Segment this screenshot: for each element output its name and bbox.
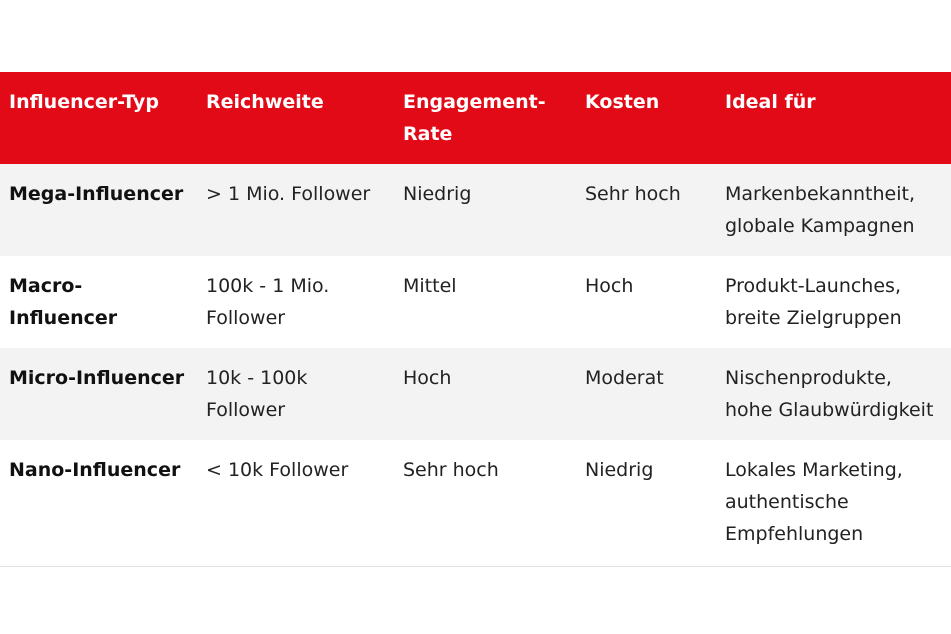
cell-influencer-type: Nano-Influencer [9, 459, 181, 481]
cell-reach: < 10k Follower [206, 459, 349, 481]
table-row-micro [0, 348, 951, 440]
table-body [0, 164, 951, 566]
cell-reach: 100k - 1 Mio. Follower [206, 275, 330, 329]
header-engagement-rate: Engagement-Rate [403, 91, 546, 145]
header-ideal-for: Ideal für [725, 91, 816, 113]
cell-influencer-type: Micro-Influencer [9, 367, 185, 389]
cell-engagement-rate: Sehr hoch [403, 459, 499, 481]
cell-ideal-for: Produkt-Launches, breite Zielgruppen [725, 275, 902, 329]
table-row-nano [0, 440, 951, 566]
cell-costs: Hoch [585, 275, 634, 297]
header-costs: Kosten [585, 91, 660, 113]
comparison-table-container [0, 72, 951, 567]
table-row-macro [0, 256, 951, 348]
cell-engagement-rate: Mittel [403, 275, 457, 297]
cell-reach: 10k - 100k Follower [206, 367, 308, 421]
cell-reach: > 1 Mio. Follower [206, 183, 371, 205]
cell-engagement-rate: Hoch [403, 367, 452, 389]
cell-influencer-type: Mega-Influencer [9, 183, 184, 205]
header-row [0, 72, 951, 164]
cell-engagement-rate: Niedrig [403, 183, 472, 205]
cell-costs: Moderat [585, 367, 664, 389]
cell-costs: Sehr hoch [585, 183, 681, 205]
cell-ideal-for: Nischenprodukte, hohe Glaubwürdigkeit [725, 367, 934, 421]
header-reach: Reichweite [206, 91, 324, 113]
table-row-mega [0, 164, 951, 256]
cell-ideal-for: Markenbekanntheit, globale Kampagnen [725, 183, 915, 237]
cell-costs: Niedrig [585, 459, 654, 481]
cell-influencer-type: Macro-Influencer [9, 275, 118, 329]
influencer-comparison-table [0, 72, 951, 567]
cell-ideal-for: Lokales Marketing, authentische Empfehlungen [725, 459, 903, 545]
header-influencer-type: Influencer-Typ [9, 91, 159, 113]
table-header [0, 72, 951, 164]
